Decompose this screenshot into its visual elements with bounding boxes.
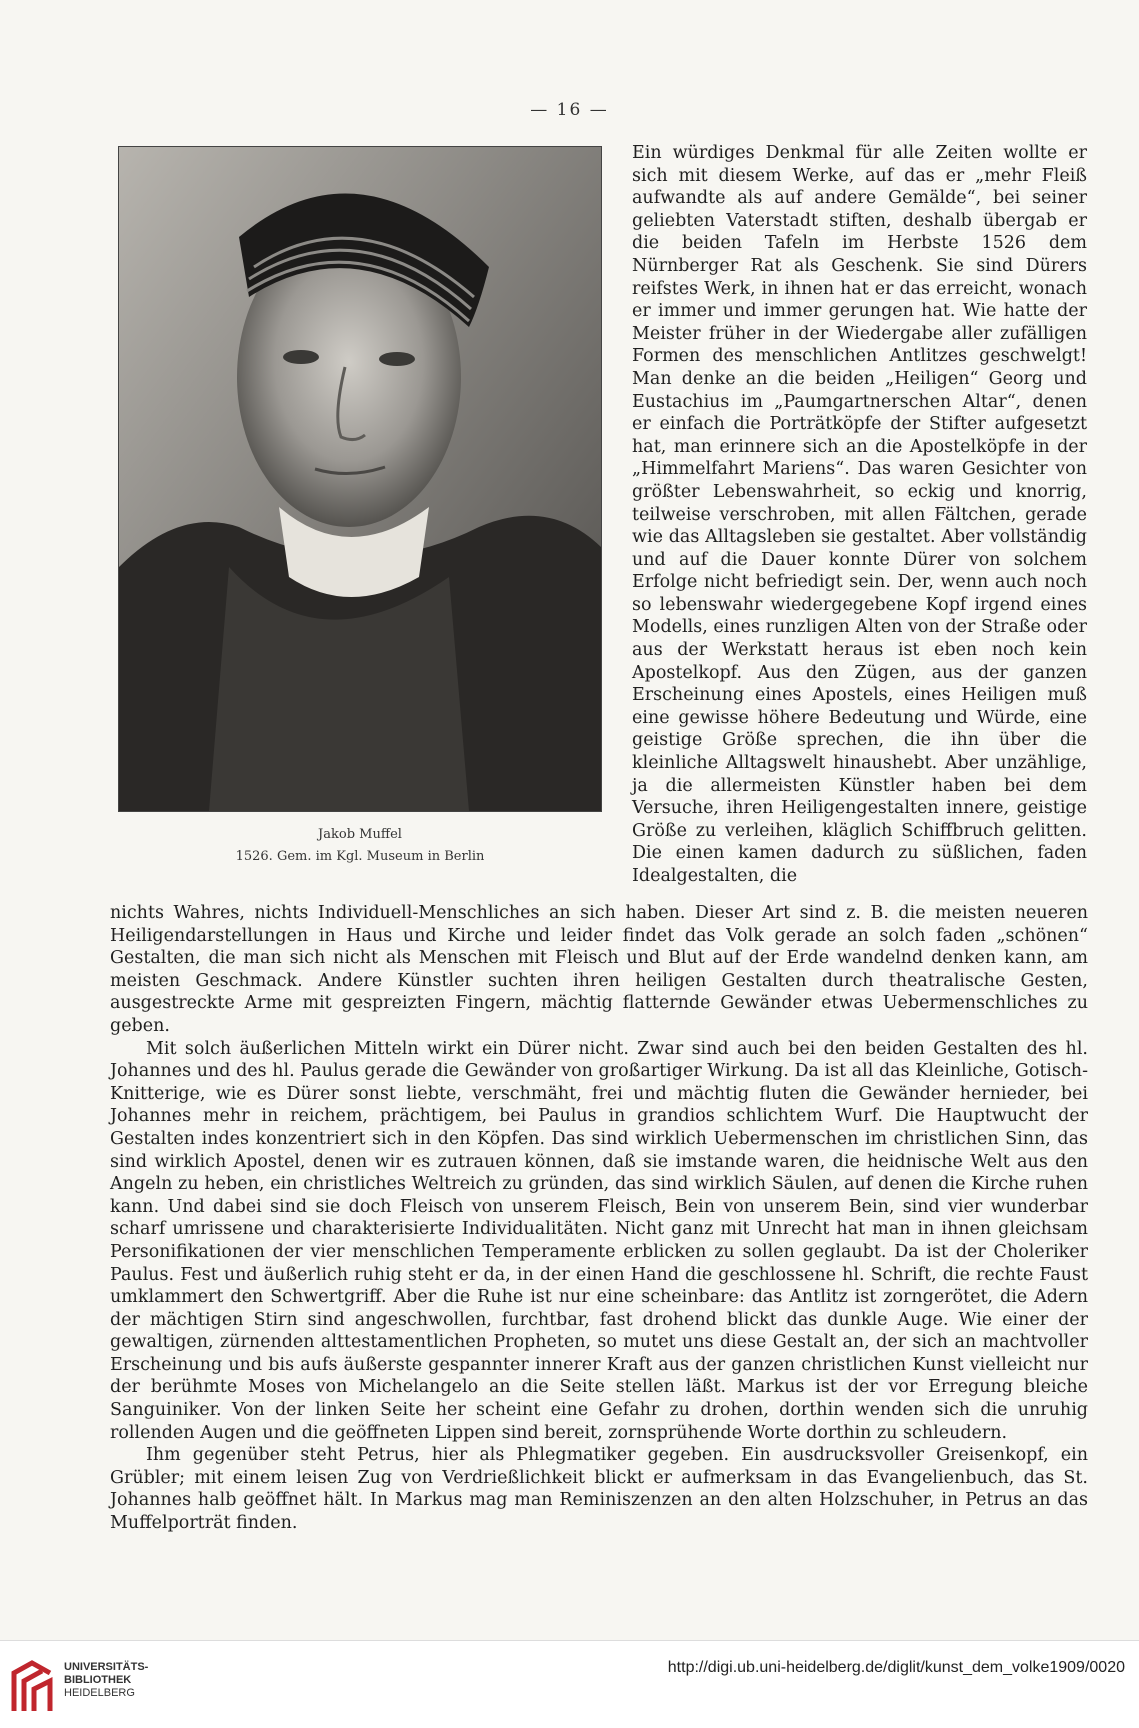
right-column-text (632, 142, 1087, 888)
paragraph: nichts Wahres, nichts Individuell-Menschliches an sich haben. Dieser Art sind z. B. die meisten neueren Heiligendarstellungen in Haus und Kirche und leider findet das Volk gerade an solch faden „schönen“ Gestalten, die man sich nicht als Menschen mit Fleisch und Blut auf der Erde wandelnd denken kann, am meisten Geschmack. Andere Künstler suchten ihren heiligen Gestalten durch theatralische Gesten, ausgestreckte Arme mit gespreizten Fingern, mächtig flatternde Gewänder etwas Uebermenschliches zu geben. (110, 903, 1088, 1036)
caption-name: Jakob Muffel (318, 827, 402, 842)
library-line: HEIDELBERG (64, 1687, 135, 1699)
portrait-drawing (119, 147, 601, 811)
paragraph: Ihm gegenüber steht Petrus, hier als Phlegmatiker gegeben. Ein ausdrucksvoller Greisenkopf, ein Grübler; mit einem leisen Zug von Verdrießlichkeit blickt er aufmerksam in das Evangelienbuch, das St. Johannes halb geöffnet hält. In Markus mag man Reminiszenzen an den alten Holzschuher, in Petrus an das Muffelporträt finden. (110, 1445, 1088, 1534)
library-logo-icon (10, 1659, 56, 1715)
portrait-image (118, 146, 602, 812)
paragraph: Ein würdiges Denkmal für alle Zeiten wollte er sich mit diesem Werke, auf das er „mehr Fleiß aufwandte als auf andere Gemälde“, bei seiner geliebten Vaterstadt stiften, deshalb übergab er die beiden Tafeln im Herbste 1526 dem Nürnberger Rat als Geschenk. Sie sind Dürers reifstes Werk, in ihnen hat er das erreicht, wonach er immer und immer gerungen hat. Wie hatte der Meister früher in der Wiedergabe aller zufälligen Formen des menschlichen Antlitzes geschwelgt! Man denke an die beiden „Heiligen“ Georg und Eustachius im „Paumgartnerschen Altar“, denen er einfach die Porträtköpfe der Stifter aufgesetzt hat, man erinnere sich an die Apostelköpfe in der „Himmelfahrt Mariens“. Das waren Gesichter von größter Lebenswahrheit, so eckig und knorrig, teilweise verschroben, mit allen Fältchen, gerade wie das Alltagsleben sie gestaltet. Aber vollständig und auf die Dauer konnte Dürer von solchem Erfolge nicht befriedigt sein. Der, wenn auch noch so lebenswahr wiedergegebene Kopf irgend eines Modells, eines runzligen Alten von der Straße oder aus der Werkstatt heraus ist eben noch kein Apostelkopf. Aus den Zügen, aus der ganzen Erscheinung eines Apostels, eines Heiligen muß eine gewisse höhere Bedeutung und Würde, eine geistige Größe sprechen, die ihn über die kleinliche Alltagswelt hinaushebt. Aber unzählige, ja die allermeisten Künstler haben bei dem Versuche, ihren Heiligengestalten innere, geistige Größe zu verleihen, kläglich Schiffbruch gelitten. Die einen kamen dadurch zu süßlichen, faden Idealgestalten, die (632, 143, 1087, 886)
paragraph: Mit solch äußerlichen Mitteln wirkt ein Dürer nicht. Zwar sind auch bei den beiden Gestalten des hl. Johannes und des hl. Paulus gerade die Gewänder von großartiger Wirkung. Da ist all das Kleinliche, Gotisch-Knitterige, wie es Dürer sonst liebte, verschmäht, frei und mächtig fluten die Gewänder hernieder, bei Johannes mehr in reichem, prächtigem, bei Paulus in grandios schlichtem Wurf. Die Hauptwucht der Gestalten indes konzentriert sich in den Köpfen. Das sind wirklich Uebermenschen im christlichen Sinn, das sind wirklich Apostel, denen wir es zutrauen können, daß sie imstande waren, die heidnische Welt aus den Angeln zu heben, ein christliches Weltreich zu gründen, das sind wirklich Säulen, auf denen die Kirche ruhen kann. Und dabei sind sie doch Fleisch von unserem Fleisch, Bein von unserem Bein, sind vier wunderbar scharf umrissene und charakterisierte Individualitäten. Nicht ganz mit Unrecht hat man in ihnen gleichsam Personifikationen der vier menschlichen Temperamente erblicken zu sollen geglaubt. Da ist der Choleriker Paulus. Fest und äußerlich ruhig steht er da, in der einen Hand die geschlossene hl. Schrift, die rechte Faust umklammert den Schwertgriff. Aber die Ruhe ist nur eine scheinbare: das Antlitz ist zorngerötet, die Adern der mächtigen Stirn sind angeschwollen, furchtbar, fast drohend blickt das dunkle Auge. Wie einer der gewaltigen, zürnenden alttestamentlichen Propheten, so mutet uns diese Gestalt an, der sich an machtvoller Erscheinung und bis aufs äußerste gespannter innerer Kraft aus der ganzen christlichen Kunst vielleicht nur der berühmte Moses von Michelangelo an die Seite stellen läßt. Markus ist der vor Erregung bleiche Sanguiniker. Von der linken Seite her scheint eine Gefahr zu drohen, dorthin wenden sich die unruhig rollenden Augen und die geöffneten Lippen sind bereit, zornsprühende Worte dorthin zu schleudern. (110, 1038, 1088, 1443)
page-number: — 16 — (530, 100, 609, 120)
library-line: UNIVERSITÄTS- (64, 1661, 149, 1673)
source-url-link[interactable]: http://digi.ub.uni-heidelberg.de/diglit/kunst_dem_volke1909/0020 (667, 1659, 1125, 1676)
footer-bar (0, 1640, 1139, 1728)
caption-details: 1526. Gem. im Kgl. Museum in Berlin (235, 849, 485, 864)
figure-caption (118, 824, 602, 868)
full-width-text (110, 902, 1088, 1535)
library-line: BIBLIOTHEK (64, 1674, 132, 1686)
figure (118, 146, 602, 868)
library-name (64, 1661, 148, 1700)
